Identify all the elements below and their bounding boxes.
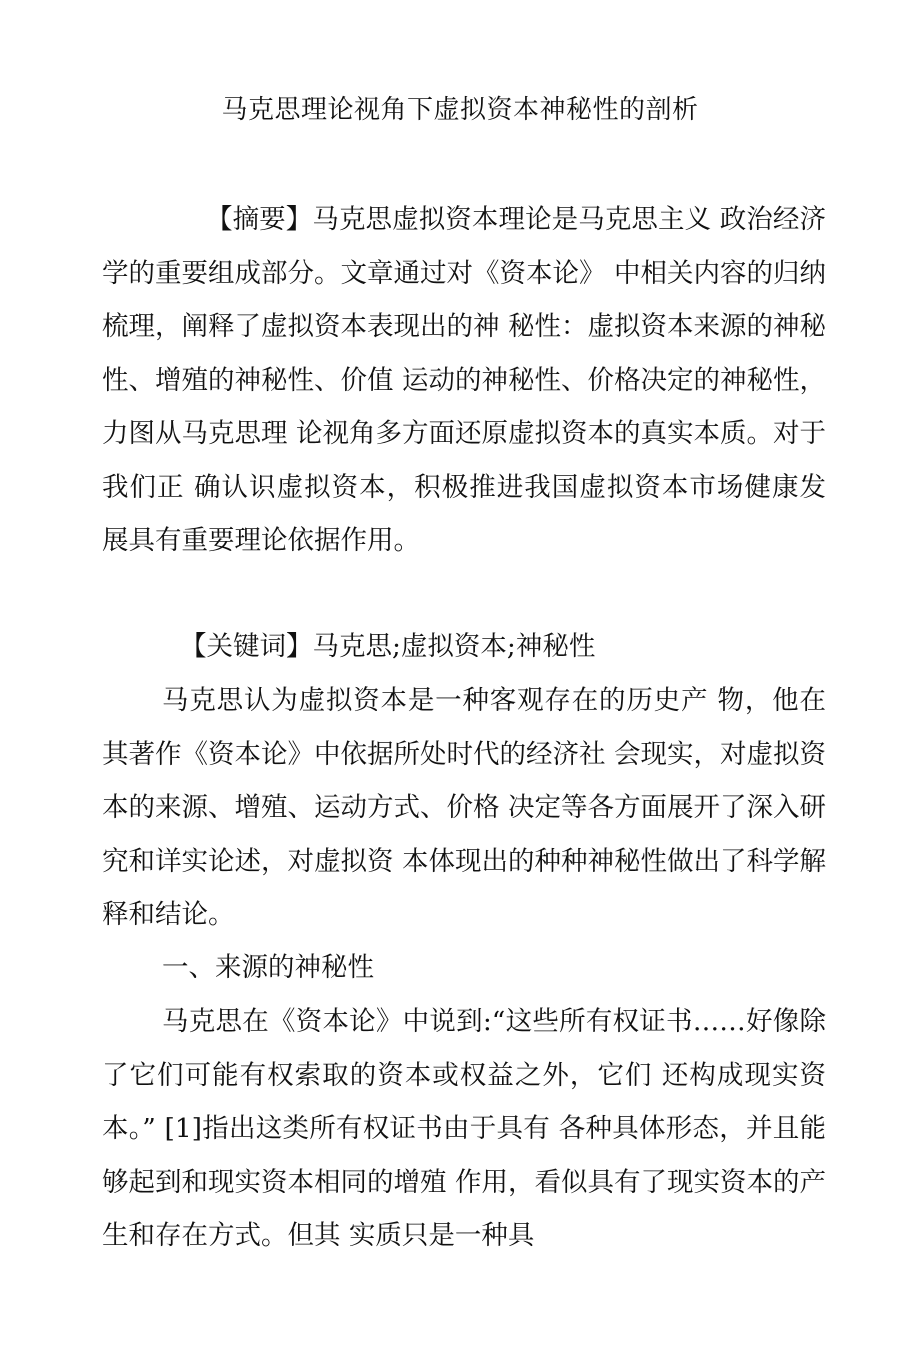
section-paragraph: 马克思在《资本论》中说到:“这些所有权证书……好像除了它们可能有权索取的资本或权益之外，它们 还构成现实资本。” [1]指出这类所有权证书由于具有 各种具体形态，并且能够起到和现实资本相同的增殖 作用，看似具有了现实资本的产生和存在方式。但其 实质只是一种具 xyxy=(102,1006,826,1251)
intro-paragraph: 马克思认为虚拟资本是一种客观存在的历史产 物，他在其著作《资本论》中依据所处时代的经济社 会现实，对虚拟资本的来源、增殖、运动方式、价格 决定等各方面展开了深入研究和详实论述，对虚拟资 本体现出的种种神秘性做出了科学解释和结论。 xyxy=(102,685,826,930)
document-title: 马克思理论视角下虚拟资本神秘性的剖析 xyxy=(221,95,699,125)
keywords-line: 【关键词】马克思;虚拟资本;神秘性 xyxy=(180,631,596,662)
section-heading: 一、来源的神秘性 xyxy=(162,952,374,983)
abstract-paragraph: 【摘要】马克思虚拟资本理论是马克思主义 政治经济学的重要组成部分。文章通过对《资本论》 中相关内容的归纳梳理，阐释了虚拟资本表现出的神 秘性：虚拟资本来源的神秘性、增殖的神秘性、价值 运动的神秘性、价格决定的神秘性，力图从马克思理 论视角多方面还原虚拟资本的真实本质。对于我们正 确认识虚拟资本，积极推进我国虚拟资本市场健康发 展具有重要理论依据作用。 xyxy=(102,204,826,556)
